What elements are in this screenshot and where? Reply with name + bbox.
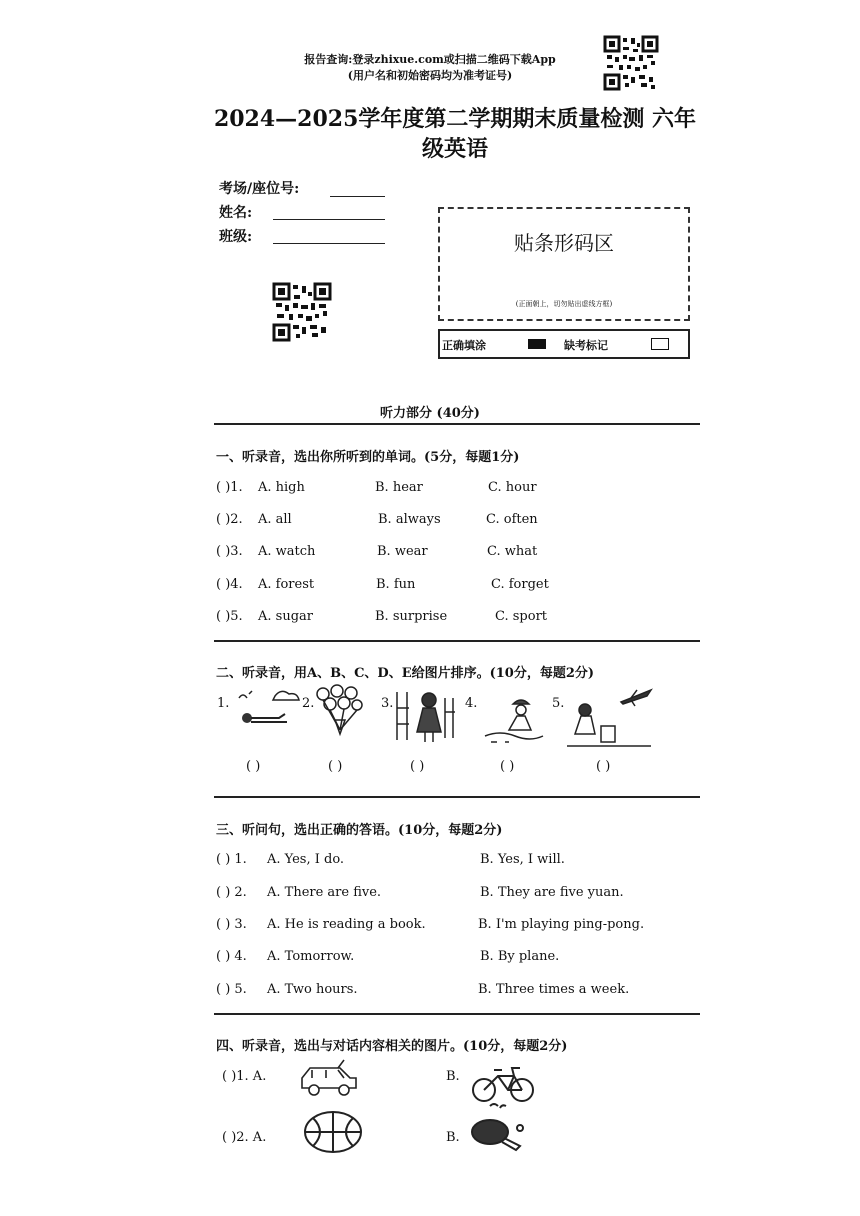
part1-q1-option-c: C. hour (488, 480, 537, 495)
part2-picture4-number: 4. (465, 696, 478, 711)
part3-q2-option-b: B. They are five yuan. (480, 885, 624, 900)
part3-q2-number[interactable]: ( ) 2. (216, 885, 247, 900)
part3-q5-number[interactable]: ( ) 5. (216, 982, 247, 997)
flower-bouquet-icon (313, 684, 367, 736)
part1-q3-option-b: B. wear (377, 544, 428, 559)
part1-q5-option-b: B. surprise (375, 609, 448, 624)
part3-q4-number[interactable]: ( ) 4. (216, 949, 247, 964)
filled-mark-icon (528, 339, 546, 349)
part3-q4-option-a: A. Tomorrow. (267, 949, 355, 964)
part1-q1-number[interactable]: ( )1. (216, 480, 243, 495)
part2-answer-blank-2[interactable]: ( ) (328, 759, 343, 774)
part4-q1-option-b-label: B. (446, 1069, 460, 1084)
divider (214, 640, 700, 642)
part3-heading: 三、听问句，选出正确的答语。(10分，每题2分) (216, 823, 503, 838)
part1-q5-option-c: C. sport (495, 609, 548, 624)
part2-picture5-number: 5. (552, 696, 565, 711)
part2-picture1-number: 1. (217, 696, 230, 711)
part2-answer-blank-4[interactable]: ( ) (500, 759, 515, 774)
part1-q2-number[interactable]: ( )2. (216, 512, 243, 527)
part1-q4-number[interactable]: ( )4. (216, 577, 243, 592)
part1-q4-option-c: C. forget (491, 577, 549, 592)
child-at-beach-icon (483, 696, 545, 746)
class-label: 班级: (219, 229, 253, 245)
student-qr-code-icon (272, 282, 332, 342)
fill-legend (438, 329, 690, 359)
exam-title-line1: 2024—2025学年度第二学期期末质量检测 六年 (213, 106, 697, 132)
part1-heading: 一、听录音，选出你所听到的单词。(5分，每题1分) (216, 450, 520, 465)
part3-q1-option-b: B. Yes, I will. (480, 852, 565, 867)
part1-q2-option-c: C. often (486, 512, 538, 527)
part1-q5-option-a: A. sugar (258, 609, 313, 624)
part3-q3-option-b: B. I'm playing ping-pong. (478, 917, 645, 932)
bicycle-icon[interactable] (470, 1058, 536, 1114)
seat-number-field[interactable] (330, 195, 385, 197)
divider (214, 423, 700, 425)
part2-picture3-number: 3. (381, 696, 394, 711)
part1-q3-option-a: A. watch (258, 544, 316, 559)
part2-heading: 二、听录音，用A、B、C、D、E给图片排序。(10分，每题2分) (216, 666, 595, 681)
car-icon[interactable] (298, 1058, 360, 1100)
part3-q1-option-a: A. Yes, I do. (267, 852, 345, 867)
girl-at-fence-icon (393, 688, 461, 746)
part1-q1-option-b: B. hear (375, 480, 423, 495)
class-field[interactable] (273, 242, 385, 244)
part2-answer-blank-3[interactable]: ( ) (410, 759, 425, 774)
divider (214, 796, 700, 798)
part4-q2-number[interactable]: ( )2. A. (222, 1130, 267, 1145)
barcode-area (438, 207, 690, 321)
part3-q5-option-b: B. Three times a week. (478, 982, 630, 997)
exam-title-line2: 级英语 (421, 136, 488, 162)
top-qr-code-icon (603, 35, 659, 91)
part4-q2-option-b-label: B. (446, 1130, 460, 1145)
part3-q2-option-a: A. There are five. (267, 885, 382, 900)
listening-section-title: 听力部分 (40分) (380, 406, 480, 421)
part1-q3-option-c: C. what (487, 544, 538, 559)
basketball-icon[interactable] (303, 1110, 363, 1154)
part3-q4-option-b: B. By plane. (480, 949, 560, 964)
report-query-note: 报告查询:登录zhixue.com或扫描二维码下载App (304, 53, 556, 66)
name-label: 姓名: (219, 205, 253, 221)
part3-q3-option-a: A. He is reading a book. (267, 917, 426, 932)
seat-number-label: 考场/座位号: (219, 181, 300, 197)
absent-mark-label: 缺考标记 (564, 339, 608, 352)
divider (214, 1013, 700, 1015)
part1-q5-number[interactable]: ( )5. (216, 609, 243, 624)
part4-q1-number[interactable]: ( )1. A. (222, 1069, 267, 1084)
barcode-area-note: (正面朝上，切勿贴出虚线方框) (515, 300, 613, 308)
login-note: (用户名和初始密码均为准考证号) (347, 69, 513, 82)
part1-q2-option-b: B. always (378, 512, 441, 527)
part3-q1-number[interactable]: ( ) 1. (216, 852, 247, 867)
part1-q4-option-a: A. forest (258, 577, 315, 592)
barcode-area-title: 贴条形码区 (514, 231, 614, 255)
part4-heading: 四、听录音，选出与对话内容相关的图片。(10分，每题2分) (216, 1039, 568, 1054)
absent-mark-box[interactable] (651, 338, 669, 350)
part2-answer-blank-1[interactable]: ( ) (246, 759, 261, 774)
ping-pong-paddle-icon[interactable] (470, 1118, 528, 1152)
correct-fill-label: 正确填涂 (442, 339, 486, 352)
name-field[interactable] (273, 218, 385, 220)
part1-q3-number[interactable]: ( )3. (216, 544, 243, 559)
part1-q1-option-a: A. high (258, 480, 305, 495)
part3-q5-option-a: A. Two hours. (267, 982, 358, 997)
part2-picture2-number: 2. (302, 696, 315, 711)
part2-answer-blank-5[interactable]: ( ) (596, 759, 611, 774)
part1-q2-option-a: A. all (258, 512, 292, 527)
traveler-plane-icon (565, 688, 655, 750)
sleeping-person-icon (235, 688, 303, 728)
part3-q3-number[interactable]: ( ) 3. (216, 917, 247, 932)
part1-q4-option-b: B. fun (376, 577, 416, 592)
